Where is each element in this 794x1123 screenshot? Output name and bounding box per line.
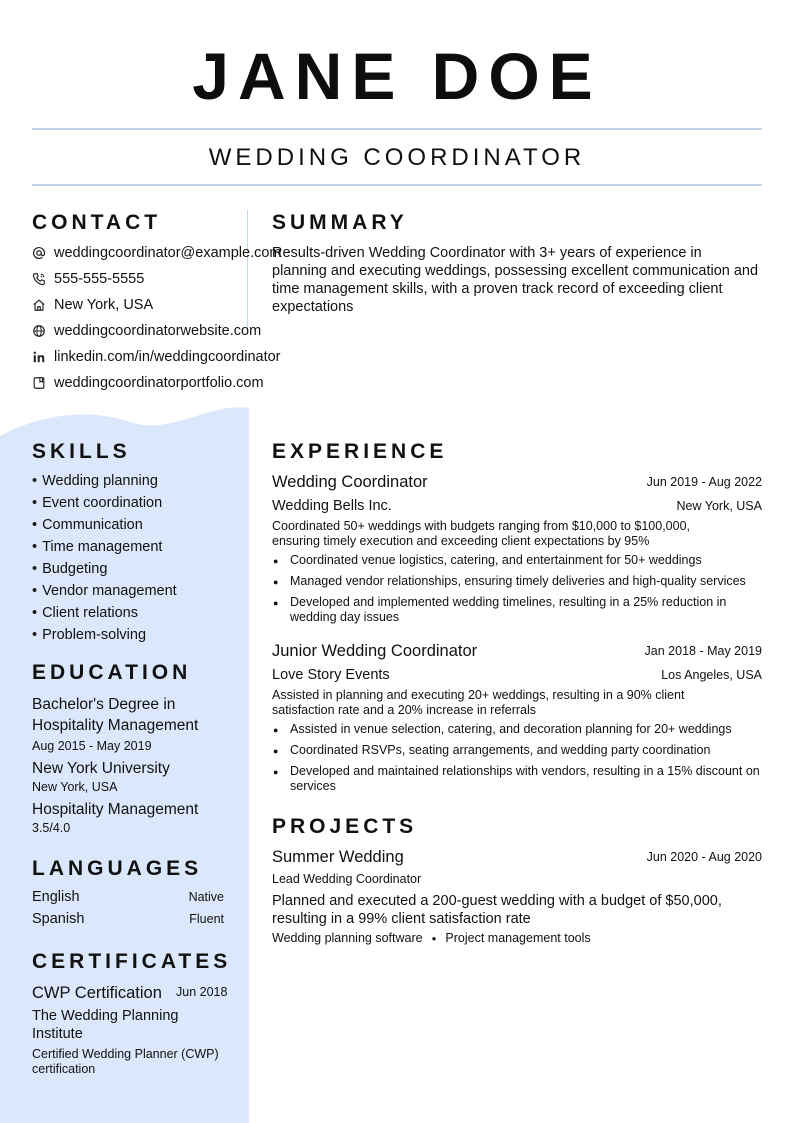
candidate-name: JANE DOE (192, 39, 602, 113)
contact-location-text: New York, USA (54, 297, 154, 313)
phone-icon (32, 272, 46, 286)
job-company: Wedding Bells Inc. (272, 498, 392, 514)
linkedin-icon (32, 350, 46, 364)
header-top-rule (32, 128, 762, 130)
separator-dot: ● (431, 933, 437, 943)
language-level: Fluent (189, 912, 224, 926)
experience-heading: EXPERIENCE (272, 440, 448, 463)
language-name: English (32, 889, 80, 905)
contact-portfolio[interactable] (32, 373, 264, 393)
job-description: Coordinated 50+ weddings with budgets ranging from $10,000 to $100,000, ensuring timely execution and exceeding client expectations by 95% (272, 519, 691, 548)
contact-linkedin[interactable] (32, 347, 281, 367)
job-bullet: ● Coordinated RSVPs, seating arrangements, and wedding party coordination (290, 743, 762, 758)
project-tool: Wedding planning software (272, 931, 423, 945)
languages-heading: LANGUAGES (32, 857, 203, 880)
education-dates: Aug 2015 - May 2019 (32, 739, 152, 753)
job-title: Junior Wedding Coordinator (272, 642, 478, 660)
project-description: Planned and executed a 200-guest wedding with a budget of $50,000, resulting in a 99% client satisfaction rate (272, 893, 722, 927)
portfolio-icon (32, 376, 46, 390)
education-location: New York, USA (32, 780, 118, 794)
job-location: Los Angeles, USA (661, 668, 762, 682)
contact-phone-text: 555-555-5555 (54, 271, 145, 287)
contact-email-text: weddingcoordinator@example.com (54, 245, 282, 261)
contact-heading: CONTACT (32, 211, 162, 234)
contact-website-text: weddingcoordinatorwebsite.com (54, 323, 262, 339)
skill-item: • Time management (32, 539, 162, 555)
contact-phone[interactable] (32, 269, 144, 289)
job-title: WEDDING COORDINATOR (208, 144, 586, 171)
project-dates: Jun 2020 - Aug 2020 (646, 850, 762, 864)
education-gpa: 3.5/4.0 (32, 821, 71, 835)
education-degree: Bachelor's Degree in Hospitality Management (32, 696, 199, 734)
skill-item: • Wedding planning (32, 473, 158, 489)
project-tool: Project management tools (445, 931, 591, 945)
contact-website[interactable] (32, 321, 261, 341)
education-school: New York University (32, 760, 170, 777)
job-location: New York, USA (676, 499, 762, 513)
job-bullet: ● Managed vendor relationships, ensuring timely deliveries and high-quality services (290, 574, 762, 589)
summary-heading: SUMMARY (272, 211, 408, 234)
project-title: Summer Wedding (272, 848, 404, 866)
home-icon (32, 298, 46, 312)
certificate-description: Certified Wedding Planner (CWP) certification (32, 1047, 219, 1076)
job-dates: Jun 2019 - Aug 2022 (646, 475, 762, 489)
skills-heading: SKILLS (32, 440, 131, 463)
skill-item: • Vendor management (32, 583, 177, 599)
contact-linkedin-text: linkedin.com/in/weddingcoordinator (54, 349, 281, 365)
projects-heading: PROJECTS (272, 815, 418, 838)
contact-email[interactable] (32, 243, 282, 263)
education-field: Hospitality Management (32, 801, 199, 818)
certificates-heading: CERTIFICATES (32, 950, 232, 973)
language-name: Spanish (32, 911, 85, 927)
certificate-date: Jun 2018 (176, 985, 228, 999)
project-role: Lead Wedding Coordinator (272, 872, 422, 886)
skill-item: • Budgeting (32, 561, 107, 577)
skill-item: • Client relations (32, 605, 138, 621)
job-dates: Jan 2018 - May 2019 (644, 644, 762, 658)
language-item (32, 911, 224, 927)
job-bullet: ● Developed and implemented wedding timelines, resulting in a 25% reduction in wedding day issues (290, 595, 762, 625)
skill-item: • Event coordination (32, 495, 162, 511)
contact-location (32, 295, 153, 315)
education-heading: EDUCATION (32, 661, 192, 684)
language-level: Native (188, 890, 224, 904)
job-bullet: ● Developed and maintained relationships with vendors, resulting in a 15% discount on services (290, 764, 762, 794)
contact-portfolio-text: weddingcoordinatorportfolio.com (54, 375, 264, 391)
certificate-issuer: The Wedding Planning Institute (32, 1008, 179, 1042)
certificate-name: CWP Certification (32, 984, 162, 1002)
header-bottom-rule (32, 184, 762, 186)
job-description: Assisted in planning and executing 20+ weddings, resulting in a 90% client satisfaction rate and a 20% increase in referrals (272, 688, 685, 717)
skill-item: • Problem-solving (32, 627, 146, 643)
job-title: Wedding Coordinator (272, 473, 428, 491)
language-item (32, 889, 224, 905)
column-divider (247, 210, 248, 330)
job-bullet: ● Coordinated venue logistics, catering, and entertainment for 50+ weddings (290, 553, 762, 568)
job-company: Love Story Events (272, 667, 390, 683)
summary-text: Results-driven Wedding Coordinator with 3+ years of experience in planning and executing weddings, possessing excellent communication and time management skills, with a proven track record of exceeding client expectations (272, 245, 759, 315)
at-icon (32, 246, 46, 260)
project-tools (272, 931, 591, 945)
globe-icon (32, 324, 46, 338)
skill-item: • Communication (32, 517, 143, 533)
job-bullet: ● Assisted in venue selection, catering, and decoration planning for 20+ weddings (290, 722, 762, 737)
